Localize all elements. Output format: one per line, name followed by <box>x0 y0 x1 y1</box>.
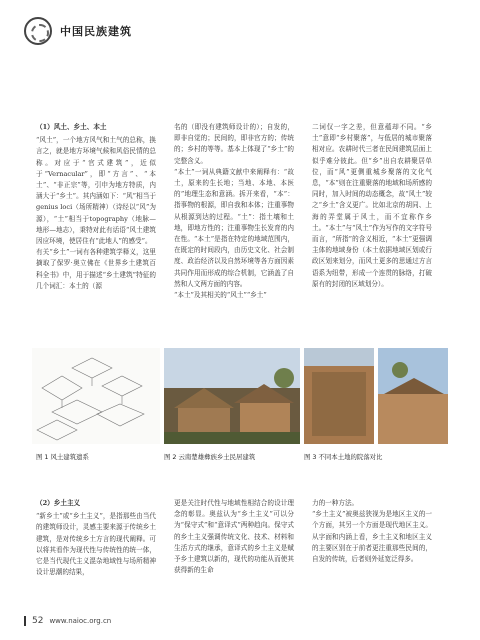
figure-1-caption: 图 1 风土建筑遗系 <box>36 453 89 461</box>
paragraph: “本土”一词从典籍文献中来阐释有：“故土，原来的生长地；当地、本地、本医的”地理生态和意涵。拆开来看，“本”：指事物的根源，即自我和本体；注重事物从根源到达的过程。“土”：指土壤和土地，即地方性的；注重事物生长发育的内在性。“本土”是指在特定的地域范围内，在既定的时间段内，由历史文化、社会制度、政治经济以及自然环境等各方面因素共同作用而形成的综合机制，它涵盖了自然和人文两方面的内容。 <box>174 167 294 288</box>
paragraph: “风土”，一个地方风气和土气的总称，换言之，就是地方环境气候和风俗民情的总称。对应于“官式建筑”，近似于“Vernacular”，即“方言”、“本土”、“非正宗”等，引申为地方特质，内涵大于“乡土”。其内涵如下：“风”相当于genius loci（场所精神）（诗经以“风”为源），“土”相当于topography（地脉—地形—地志），秉特对此有话语“风土建筑因应环境，使居住有“此地人”的感受”。 <box>36 136 156 246</box>
section-title-2: （2）乡土主义 <box>36 499 81 507</box>
figure-3-caption: 图 3 不同本土地的院落对比 <box>304 453 383 461</box>
courtyard-photos <box>304 348 448 444</box>
figure-2-caption: 图 2 云南楚雄彝族乡土民居建筑 <box>164 453 256 461</box>
text-column-2 <box>174 122 294 301</box>
page-header <box>24 16 132 46</box>
text-column-bottom-1 <box>36 498 156 578</box>
page-footer <box>24 616 111 626</box>
paragraph: “乡土主义”被奥兹狭视为是地区主义的一个方面，其另一个方面是现代地区主义。从字面和内涵上看，乡土主义和地区主义的主要区别在于前者更注重那些民间的，自发的传统，后者则外延宽泛得多。 <box>312 510 432 564</box>
page-number: 52 <box>32 616 44 626</box>
sketch-illustration <box>32 348 160 444</box>
text-column-bottom-3 <box>312 498 432 565</box>
paragraph: 二词仅一字之差，但意蕴却不同。“乡土”意即“乡村聚落”，与低居的城市聚落相对应。农耕时代三者在民间建筑层面上似乎难分彼此。但“乡”出自农耕聚居单位，而“风”更侧重城乡聚落的文化气息，“本”则在注重聚落的地域和场所感的同时，加入时间的动态概念，故“风土”较之“乡土”含义更广。比如北京的胡同、上海的弄堂属于风土，而不宜称作乡土。“本土”与“风土”作为写作的文字符号而言，“所指”的含义相近，“本土”更强调主体的地域身份（本土依据地域区划或行政区划来划分，而风土更多的思通过方言语系为纽带，形成一个连贯的脉络，打破原有的封闭的区域划分）。 <box>312 123 432 288</box>
ornament-emblem-icon <box>24 17 52 45</box>
footer-url[interactable]: www.naioc.org.cn <box>49 617 112 625</box>
paragraph: “新乡土”或“乡土主义”，是指那些由当代的建筑师设计，灵感主要来源于传统乡土建筑，是对传统乡土方言的现代阐释。可以将其看作为现代性与传统性的统一体，它是当代现代主义混杂地域性与场所精神设计思潮的结果， <box>36 512 156 577</box>
text-column-3 <box>312 122 432 290</box>
figure-1-sketch <box>32 348 160 444</box>
section-title-1: （1）风土、乡土、本土 <box>36 123 107 131</box>
village-photo <box>164 348 300 444</box>
paragraph: 更是关注时代性与地域性相结合的设计理念的彰显。奥兹认为“乡土主义”可以分为“保守式”和“意译式”两种趋向。保守式的乡土主义强调传统文化、技术、材料和生活方式的继承，意译式的乡土主义是赋予乡土建筑以新的，现代的功能从而使其获得新的生命 <box>174 499 294 575</box>
figure-2-photo <box>164 348 300 444</box>
footer-bar <box>24 616 26 626</box>
text-column-1 <box>36 122 156 292</box>
paragraph: 力的一种方法。 <box>312 499 359 507</box>
journal-brand: 中国民族建筑 <box>60 25 132 38</box>
paragraph: “本土”及其相关的“风土”“乡土” <box>174 291 267 300</box>
paragraph: 名的（即没有建筑师设计的）；自发的，即非自觉的；民间的，即非官方的；传统的；乡村的等等。基本上体现了“乡土”的完整含义。 <box>174 123 294 165</box>
paragraph: 有关“乡土”一词有各种建筑学释义，这里摘取了保罗·奥立佛在《世界乡土建筑百科全书》中，用于描述“乡土建筑”特征的几个词汇：本土的（源 <box>36 248 156 290</box>
text-column-bottom-2 <box>174 498 294 576</box>
figure-3-photos <box>304 348 448 444</box>
